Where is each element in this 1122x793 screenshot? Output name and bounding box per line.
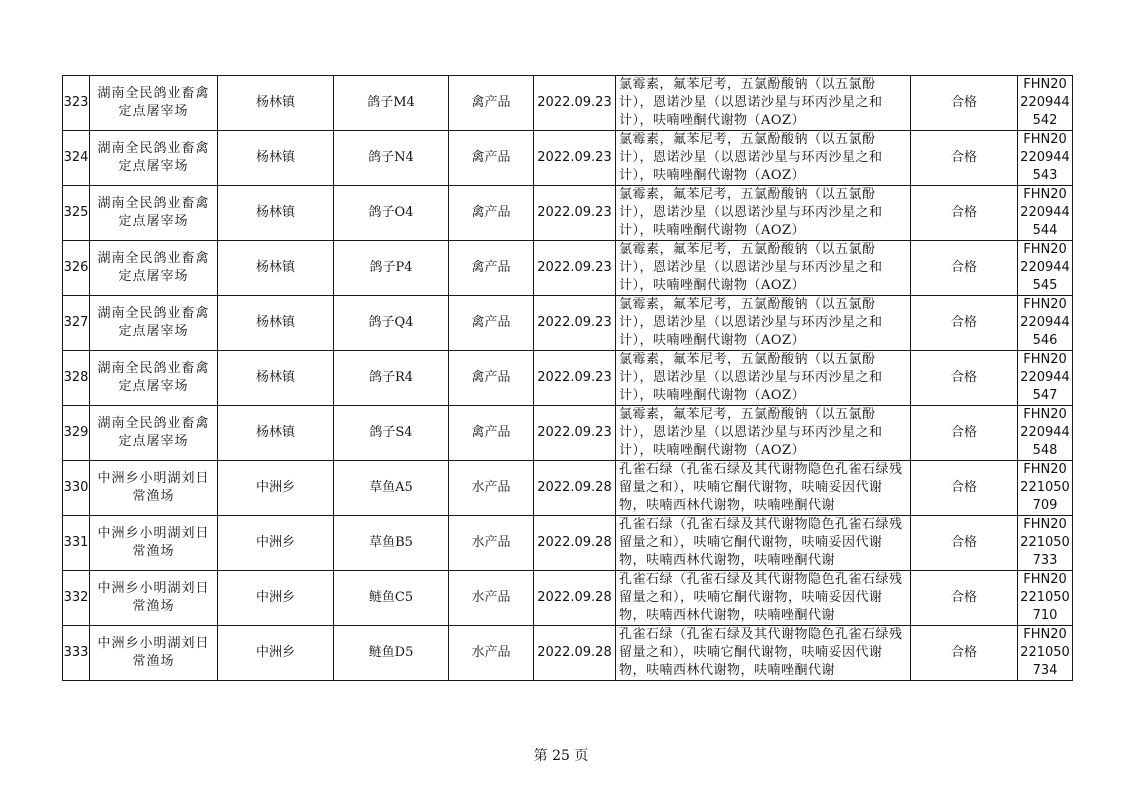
town-cell: 杨林镇	[218, 186, 334, 241]
town-cell: 杨林镇	[218, 406, 334, 461]
table-row	[63, 351, 1073, 406]
town-cell: 中洲乡	[218, 516, 334, 571]
test-result-cell: 合格	[911, 241, 1018, 296]
test-result-cell: 合格	[911, 406, 1018, 461]
sample-code-cell: FHN20220944546	[1018, 296, 1073, 351]
sampling-date-cell: 2022.09.28	[534, 516, 616, 571]
sampled-unit-cell: 湖南全民鸽业畜禽定点屠宰场	[90, 76, 218, 131]
row-number-cell: 323	[63, 76, 90, 131]
row-number-cell: 332	[63, 571, 90, 626]
sample-code-cell: FHN20220944548	[1018, 406, 1073, 461]
product-category-cell: 禽产品	[449, 76, 534, 131]
row-number-cell: 333	[63, 626, 90, 681]
sampled-unit-cell: 湖南全民鸽业畜禽定点屠宰场	[90, 296, 218, 351]
sampled-unit-cell: 湖南全民鸽业畜禽定点屠宰场	[90, 351, 218, 406]
town-cell: 中洲乡	[218, 571, 334, 626]
table-row	[63, 406, 1073, 461]
sample-code-cell: FHN20220944544	[1018, 186, 1073, 241]
sample-name-cell: 鸽子N4	[334, 131, 449, 186]
sampling-date-cell: 2022.09.23	[534, 296, 616, 351]
table-row	[63, 626, 1073, 681]
sampling-date-cell: 2022.09.23	[534, 76, 616, 131]
table-row	[63, 241, 1073, 296]
product-category-cell: 禽产品	[449, 241, 534, 296]
row-number-cell: 326	[63, 241, 90, 296]
sampled-unit-cell: 湖南全民鸽业畜禽定点屠宰场	[90, 406, 218, 461]
sampling-date-cell: 2022.09.23	[534, 186, 616, 241]
test-items-cell: 孔雀石绿（孔雀石绿及其代谢物隐色孔雀石绿残留量之和），呋喃它酮代谢物，呋喃妥因代谢物，呋喃西林代谢物，呋喃唑酮代谢	[616, 516, 911, 571]
table-row	[63, 186, 1073, 241]
test-items-cell: 氯霉素，氟苯尼考，五氯酚酸钠（以五氯酚计），恩诺沙星（以恩诺沙星与环丙沙星之和计），呋喃唑酮代谢物（AOZ）	[616, 296, 911, 351]
sample-name-cell: 鸽子P4	[334, 241, 449, 296]
sample-code-cell: FHN20220944547	[1018, 351, 1073, 406]
test-result-cell: 合格	[911, 351, 1018, 406]
sample-code-cell: FHN20221050733	[1018, 516, 1073, 571]
test-items-cell: 氯霉素，氟苯尼考，五氯酚酸钠（以五氯酚计），恩诺沙星（以恩诺沙星与环丙沙星之和计），呋喃唑酮代谢物（AOZ）	[616, 241, 911, 296]
test-items-cell: 孔雀石绿（孔雀石绿及其代谢物隐色孔雀石绿残留量之和），呋喃它酮代谢物，呋喃妥因代谢物，呋喃西林代谢物，呋喃唑酮代谢	[616, 461, 911, 516]
test-result-cell: 合格	[911, 626, 1018, 681]
town-cell: 杨林镇	[218, 241, 334, 296]
product-category-cell: 禽产品	[449, 296, 534, 351]
test-result-cell: 合格	[911, 296, 1018, 351]
test-items-cell: 氯霉素，氟苯尼考，五氯酚酸钠（以五氯酚计），恩诺沙星（以恩诺沙星与环丙沙星之和计），呋喃唑酮代谢物（AOZ）	[616, 351, 911, 406]
product-category-cell: 禽产品	[449, 351, 534, 406]
product-category-cell: 禽产品	[449, 131, 534, 186]
sample-code-cell: FHN20220944543	[1018, 131, 1073, 186]
test-items-cell: 氯霉素，氟苯尼考，五氯酚酸钠（以五氯酚计），恩诺沙星（以恩诺沙星与环丙沙星之和计），呋喃唑酮代谢物（AOZ）	[616, 406, 911, 461]
sample-code-cell: FHN20220944545	[1018, 241, 1073, 296]
town-cell: 杨林镇	[218, 351, 334, 406]
sampling-date-cell: 2022.09.23	[534, 241, 616, 296]
row-number-cell: 327	[63, 296, 90, 351]
test-items-cell: 孔雀石绿（孔雀石绿及其代谢物隐色孔雀石绿残留量之和），呋喃它酮代谢物，呋喃妥因代谢物，呋喃西林代谢物，呋喃唑酮代谢	[616, 626, 911, 681]
sample-name-cell: 鲢鱼D5	[334, 626, 449, 681]
sampling-date-cell: 2022.09.28	[534, 571, 616, 626]
sample-name-cell: 鸽子M4	[334, 76, 449, 131]
sampled-unit-cell: 中洲乡小明湖刘日常渔场	[90, 571, 218, 626]
sample-name-cell: 鸽子O4	[334, 186, 449, 241]
sampled-unit-cell: 湖南全民鸽业畜禽定点屠宰场	[90, 131, 218, 186]
sampling-date-cell: 2022.09.23	[534, 406, 616, 461]
sampled-unit-cell: 中洲乡小明湖刘日常渔场	[90, 626, 218, 681]
town-cell: 杨林镇	[218, 76, 334, 131]
town-cell: 中洲乡	[218, 461, 334, 516]
sample-code-cell: FHN20221050709	[1018, 461, 1073, 516]
sampling-date-cell: 2022.09.23	[534, 131, 616, 186]
sample-code-cell: FHN20221050710	[1018, 571, 1073, 626]
sample-name-cell: 鲢鱼C5	[334, 571, 449, 626]
inspection-results-table	[62, 75, 1073, 681]
page-number: 第 25 页	[533, 748, 589, 764]
sampling-date-cell: 2022.09.28	[534, 461, 616, 516]
test-result-cell: 合格	[911, 571, 1018, 626]
row-number-cell: 329	[63, 406, 90, 461]
table-row	[63, 296, 1073, 351]
test-result-cell: 合格	[911, 131, 1018, 186]
product-category-cell: 水产品	[449, 516, 534, 571]
town-cell: 杨林镇	[218, 131, 334, 186]
product-category-cell: 禽产品	[449, 186, 534, 241]
row-number-cell: 331	[63, 516, 90, 571]
test-items-cell: 氯霉素，氟苯尼考，五氯酚酸钠（以五氯酚计），恩诺沙星（以恩诺沙星与环丙沙星之和计），呋喃唑酮代谢物（AOZ）	[616, 131, 911, 186]
table-row	[63, 76, 1073, 131]
test-result-cell: 合格	[911, 516, 1018, 571]
table-row	[63, 571, 1073, 626]
test-items-cell: 氯霉素，氟苯尼考，五氯酚酸钠（以五氯酚计），恩诺沙星（以恩诺沙星与环丙沙星之和计），呋喃唑酮代谢物（AOZ）	[616, 186, 911, 241]
product-category-cell: 水产品	[449, 571, 534, 626]
sampling-date-cell: 2022.09.23	[534, 351, 616, 406]
test-result-cell: 合格	[911, 461, 1018, 516]
table-row	[63, 516, 1073, 571]
product-category-cell: 水产品	[449, 461, 534, 516]
sample-name-cell: 鸽子S4	[334, 406, 449, 461]
product-category-cell: 禽产品	[449, 406, 534, 461]
sampling-date-cell: 2022.09.28	[534, 626, 616, 681]
sampled-unit-cell: 湖南全民鸽业畜禽定点屠宰场	[90, 186, 218, 241]
town-cell: 杨林镇	[218, 296, 334, 351]
test-items-cell: 孔雀石绿（孔雀石绿及其代谢物隐色孔雀石绿残留量之和），呋喃它酮代谢物，呋喃妥因代谢物，呋喃西林代谢物，呋喃唑酮代谢	[616, 571, 911, 626]
test-result-cell: 合格	[911, 76, 1018, 131]
row-number-cell: 328	[63, 351, 90, 406]
sample-name-cell: 草鱼B5	[334, 516, 449, 571]
sample-code-cell: FHN20221050734	[1018, 626, 1073, 681]
sampled-unit-cell: 中洲乡小明湖刘日常渔场	[90, 461, 218, 516]
sampled-unit-cell: 湖南全民鸽业畜禽定点屠宰场	[90, 241, 218, 296]
table-row	[63, 461, 1073, 516]
town-cell: 中洲乡	[218, 626, 334, 681]
sample-name-cell: 鸽子R4	[334, 351, 449, 406]
sample-name-cell: 鸽子Q4	[334, 296, 449, 351]
row-number-cell: 325	[63, 186, 90, 241]
test-result-cell: 合格	[911, 186, 1018, 241]
row-number-cell: 324	[63, 131, 90, 186]
test-items-cell: 氯霉素，氟苯尼考，五氯酚酸钠（以五氯酚计），恩诺沙星（以恩诺沙星与环丙沙星之和计），呋喃唑酮代谢物（AOZ）	[616, 76, 911, 131]
sample-name-cell: 草鱼A5	[334, 461, 449, 516]
sample-code-cell: FHN20220944542	[1018, 76, 1073, 131]
sampled-unit-cell: 中洲乡小明湖刘日常渔场	[90, 516, 218, 571]
product-category-cell: 水产品	[449, 626, 534, 681]
row-number-cell: 330	[63, 461, 90, 516]
table-row	[63, 131, 1073, 186]
